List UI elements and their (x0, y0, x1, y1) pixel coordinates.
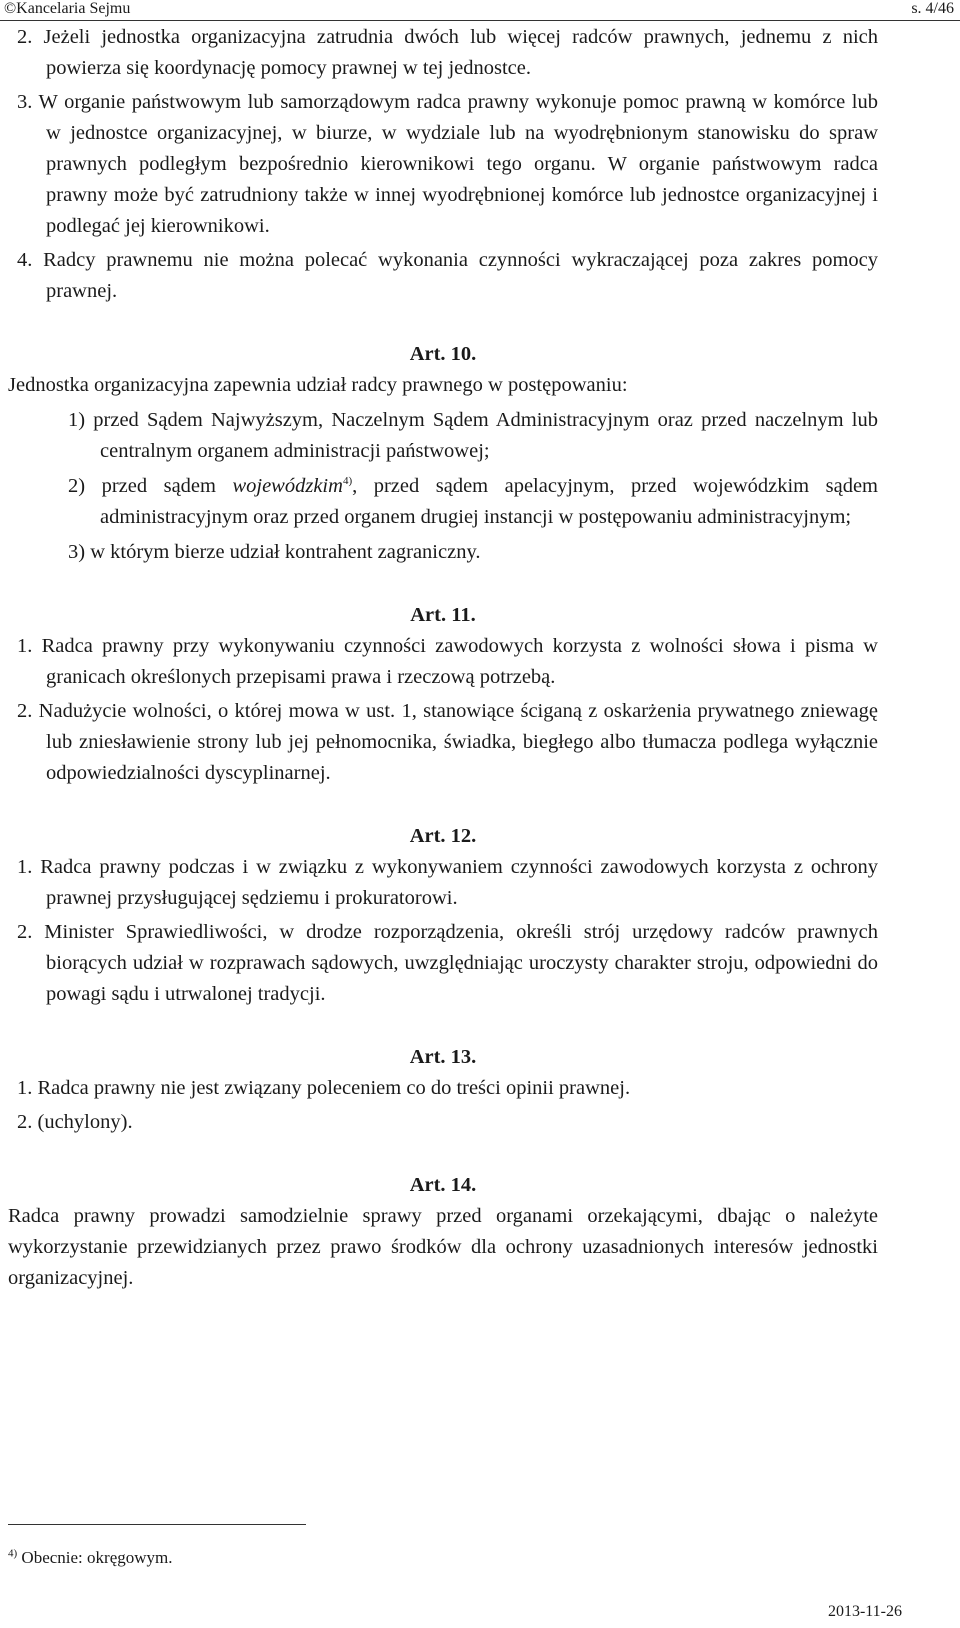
article-10-point-1: 1) przed Sądem Najwyższym, Naczelnym Sądem Administracyjnym oraz przed naczelnym lub centralnym organem administracji państwowej; (68, 409, 878, 462)
page-number: s. 4/46 (911, 0, 954, 17)
article-14-heading: Art. 14. (409, 1174, 477, 1196)
footnote-text: Obecnie: okręgowym. (17, 1548, 173, 1567)
publisher-label: ©Kancelaria Sejmu (4, 0, 131, 17)
article-10-heading: Art. 10. (409, 343, 477, 365)
article-12-paragraph-2: 2. Minister Sprawiedliwości, w drodze rozporządzenia, określi strój urzędowy radców prawnych biorących udział w rozprawach sądowych, uwzględniając uroczysty charakter stroju, odpowiedni do powagi sądu i utrwalonej tradycji. (17, 921, 878, 1005)
point-2-text-a: 2) przed sądem (68, 475, 233, 497)
footnote-mark: 4) (8, 1547, 18, 1560)
article-11-paragraph-2: 2. Nadużycie wolności, o której mowa w ust. 1, stanowiące ściganą z oskarżenia prywatnego zniewagę lub zniesławienie strony lub jej pełnomocnika, świadka, biegłego albo tłumacza podlega wyłącznie odpowiedzialności dyscyplinarnej. (17, 700, 878, 784)
article-11-paragraph-1: 1. Radca prawny przy wykonywaniu czynności zawodowych korzysta z wolności słowa i pisma w granicach określonych przepisami prawa i rzeczową potrzebą. (17, 635, 878, 688)
article-13-paragraph-2: 2. (uchylony). (17, 1111, 133, 1133)
point-2-text-b: , przed sądem apelacyjnym, przed wojewódzkim sądem administracyjnym oraz przed organem drugiej instancji w postępowaniu administracyjnym; (100, 475, 878, 528)
article-10-point-3: 3) w którym bierze udział kontrahent zagraniczny. (68, 541, 481, 563)
page-header (0, 0, 960, 22)
article-10-point-2 (8, 471, 878, 533)
article-13-paragraph-1: 1. Radca prawny nie jest związany poleceniem co do treści opinii prawnej. (17, 1077, 631, 1099)
article-14-text: Radca prawny prowadzi samodzielnie sprawy przed organami orzekającymi, dbając o należyte wykorzystanie przewidzianych przez prawo środków dla ochrony uzasadnionych interesów jednostki organizacyjnej. (8, 1205, 878, 1289)
paragraph-3: 3. W organie państwowym lub samorządowym radca prawny wykonuje pomoc prawną w komórce lub w jednostce organizacyjnej, w biurze, w wydziale lub na wyodrębnionym stanowisku do spraw prawnych podległym bezpośrednio kierownikowi tego organu. W organie państwowym radca prawny może być zatrudniony także w innej wyodrębnionej komórce lub jednostce organizacyjnej i podlegać jej kierownikowi. (17, 91, 878, 237)
paragraph-2: 2. Jeżeli jednostka organizacyjna zatrudnia dwóch lub więcej radców prawnych, jednemu z nich powierza się koordynację pomocy prawnej w tej jednostce. (17, 26, 878, 79)
article-12-heading: Art. 12. (409, 825, 477, 847)
article-12-paragraph-1: 1. Radca prawny podczas i w związku z wykonywaniem czynności zawodowych korzysta z ochrony prawnej przysługującej sędziemu i prokuratorowi. (17, 856, 878, 909)
publication-date: 2013-11-26 (827, 1603, 902, 1620)
document-body (8, 22, 878, 1294)
paragraph-4: 4. Radcy prawnemu nie można polecać wykonania czynności wykraczającej poza zakres pomocy prawnej. (17, 249, 878, 302)
footnote (8, 1548, 173, 1568)
article-10-intro: Jednostka organizacyjna zapewnia udział radcy prawnego w postępowaniu: (8, 374, 628, 396)
article-13-heading: Art. 13. (409, 1046, 477, 1068)
point-2-italic: wojewódzkim (232, 475, 343, 497)
header-rule (0, 20, 960, 21)
footnote-reference: 4) (342, 475, 353, 488)
article-11-heading: Art. 11. (410, 604, 476, 626)
footnote-rule (8, 1524, 306, 1525)
